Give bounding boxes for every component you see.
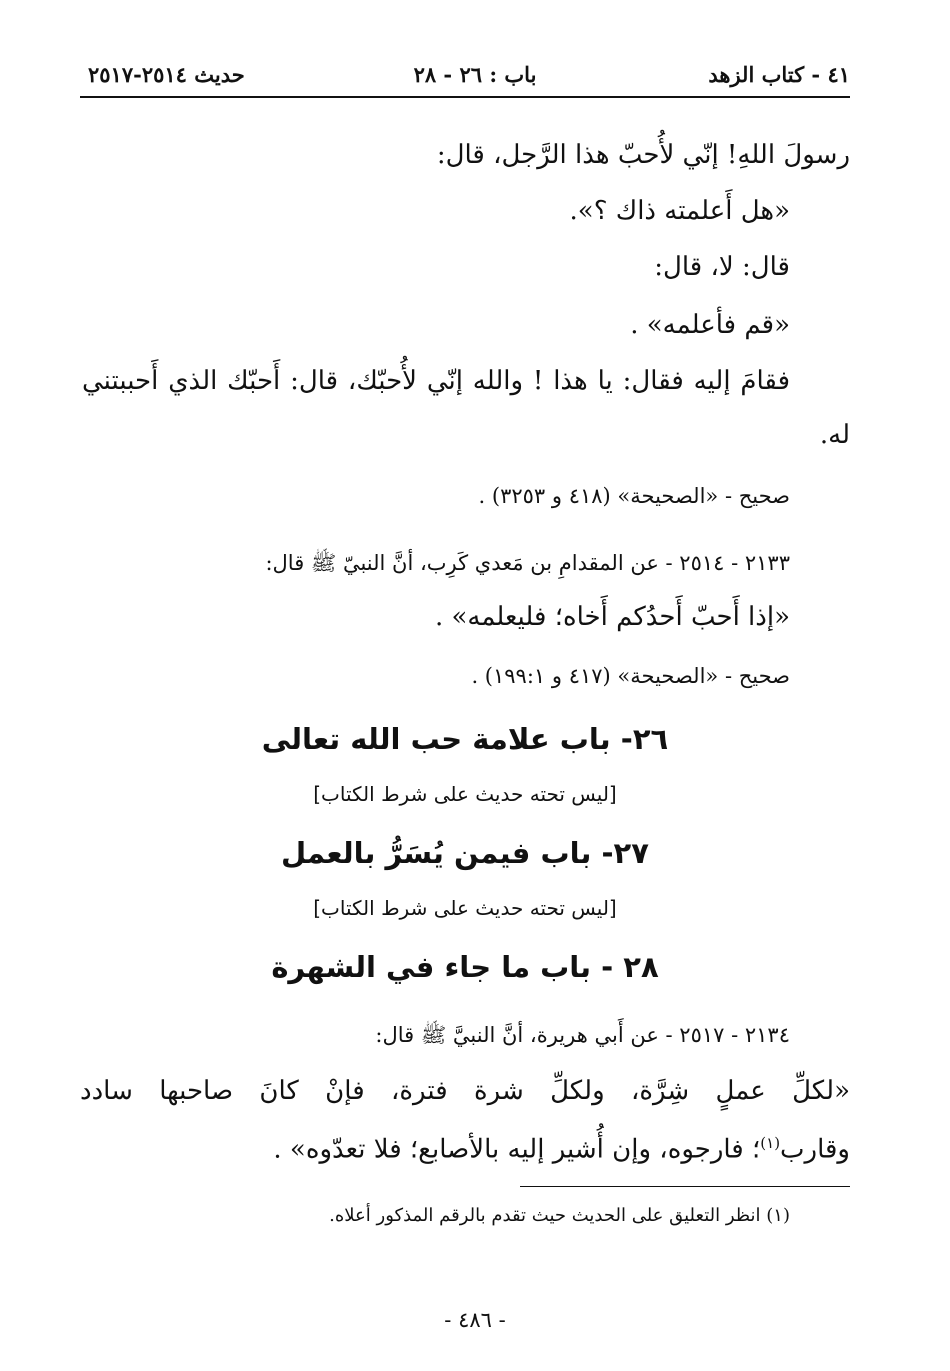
hadith-intro: ٢١٣٣ - ٢٥١٤ - عن المقدامِ بن مَعدي كَرِب، أنَّ النبيّ ﷺ قال:: [265, 551, 790, 575]
header-chapter: ٤١ - كتاب الزهد: [708, 62, 850, 87]
footnote-text: (١) انظر التعليق على الحديث حيث تقدم بالرقم المذكور أعلاه.: [329, 1205, 790, 1226]
body-line: رسولَ اللهِ! إنّي لأُحبّ هذا الرَّجل، قال:: [436, 140, 850, 170]
body-line: له.: [819, 420, 850, 450]
page-number: - ٤٨٦ -: [444, 1308, 506, 1332]
footnote-rule: [520, 1186, 850, 1187]
hadith-text-part: وقارب: [780, 1134, 850, 1165]
body-line: فقامَ إليه فقال: يا هذا ! والله إنّي لأُحبّك، قال: أَحبّك الذي أَحببتني: [82, 366, 790, 396]
hadith-grade: صحيح - «الصحيحة» (٤١٨ و ٣٢٥٣) .: [478, 484, 790, 508]
hadith-intro: ٢١٣٤ - ٢٥١٧ - عن أَبي هريرة، أنَّ النبيَّ ﷺ قال:: [375, 1023, 790, 1047]
footnote-marker: (١): [760, 1134, 781, 1152]
body-line: قال: لا، قال:: [654, 252, 790, 282]
chapter-heading: ٢٧- باب فيمن يُسَرُّ بالعمل: [281, 836, 649, 870]
chapter-note: [ليس تحته حديث على شرط الكتاب]: [313, 896, 617, 920]
chapter-note: [ليس تحته حديث على شرط الكتاب]: [313, 782, 617, 806]
hadith-text-part: ؛ فارجوه، وإن أُشير إليه بالأصابع؛ فلا تعدّوه» .: [273, 1134, 761, 1165]
chapter-heading: ٢٨ - باب ما جاء في الشهرة: [271, 950, 659, 984]
header-rule: [80, 96, 850, 98]
hadith-text: «إذا أَحبّ أَحدُكم أَخاه؛ فليعلمه» .: [435, 602, 790, 632]
chapter-heading: ٢٦- باب علامة حب الله تعالى: [261, 722, 669, 756]
header-section: باب : ٢٦ - ٢٨: [413, 62, 537, 87]
body-line: «قم فأعلمه» .: [630, 310, 790, 340]
hadith-grade: صحيح - «الصحيحة» (٤١٧ و ١٩٩:١) .: [471, 664, 790, 688]
body-line: «هل أَعلمته ذاك ؟».: [569, 196, 790, 226]
hadith-text: «لكلِّ عملٍ شِرَّة، ولكلِّ شرة فترة، فإنْ كانَ صاحبها سادد: [80, 1076, 850, 1106]
hadith-text: [273, 1134, 850, 1165]
header-hadith-range: حديث ٢٥١٤-٢٥١٧: [88, 62, 245, 87]
